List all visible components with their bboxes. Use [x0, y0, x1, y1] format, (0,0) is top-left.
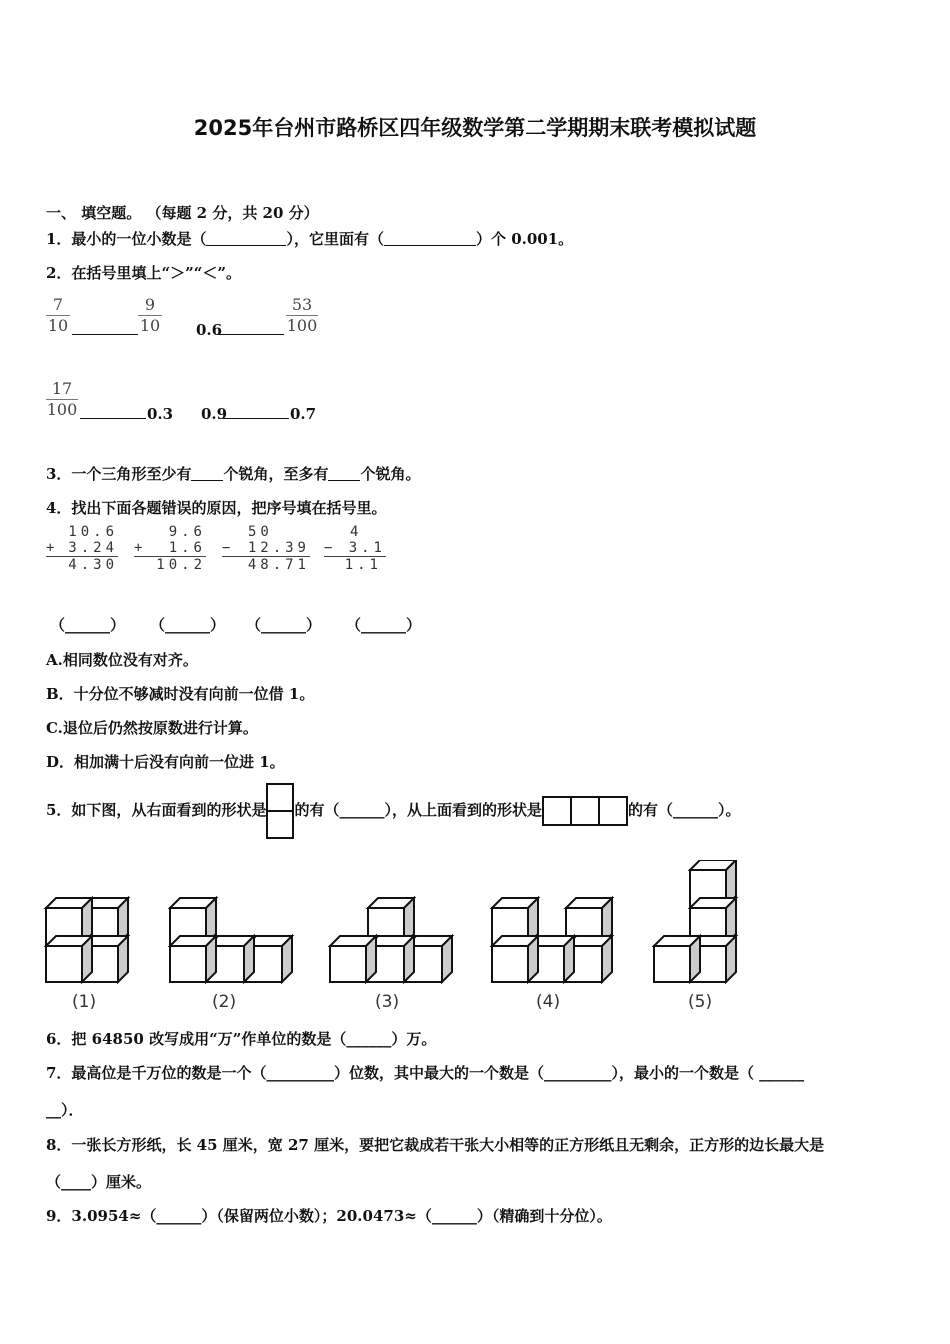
question-1	[46, 228, 573, 249]
arith-result: 1.1	[344, 557, 382, 573]
question-7-line-1: 7．最高位是千万位的数是一个（_________）位数，其中最大的一个数是（_________），最小的一个数是（ ______	[46, 1064, 805, 1082]
fraction-denominator: 10	[47, 316, 69, 335]
fraction-numerator: 17	[51, 379, 73, 398]
q2-blank-1[interactable]	[72, 320, 138, 335]
arith-second: 1.6	[168, 540, 206, 556]
fraction-17-100	[46, 379, 78, 419]
arith-top: 4	[350, 524, 363, 540]
arith-second-row	[222, 540, 310, 556]
q1-blank-1[interactable]	[206, 231, 286, 246]
q4-option-c: C.退位后仍然按原数进行计算。	[46, 719, 258, 737]
q4-answer-4[interactable]: （______）	[346, 616, 422, 634]
q2-value-0.9: 0.9	[201, 405, 228, 423]
q4-answer-2[interactable]: （______）	[150, 616, 226, 634]
question-8-line-1: 8．一张长方形纸，长 45 厘米，宽 27 厘米，要把它裁成若干张大小相等的正方形纸且无剩余，正方形的边长最大是	[46, 1136, 825, 1154]
fraction-denominator: 100	[46, 400, 78, 419]
question-7-line-2: __）．	[46, 1101, 84, 1119]
right-view-shape-icon	[266, 783, 294, 839]
arith-top: 9.6	[168, 524, 206, 540]
arith-top: 10.6	[68, 524, 118, 540]
question-2: 2．在括号里填上“＞”“＜”。	[46, 264, 241, 282]
cube-figure-1	[46, 898, 128, 982]
q2-blank-2[interactable]	[218, 320, 284, 335]
arith-result: 48.71	[247, 557, 310, 573]
cube-figure-2	[170, 898, 292, 982]
arith-second-row	[134, 540, 206, 556]
q4-option-a: A.相同数位没有对齐。	[46, 651, 198, 669]
arith-operator: +	[134, 540, 147, 556]
arith-second-row	[324, 540, 386, 556]
fraction-numerator: 53	[291, 295, 313, 314]
arith-result: 10.2	[156, 557, 206, 573]
arith-second-row	[46, 540, 118, 556]
q5-text-a: 5．如下图，从右面看到的形状是	[46, 801, 267, 819]
q5-text-b: 的有（______），从上面看到的形状是	[294, 801, 542, 819]
fraction-numerator: 7	[52, 295, 64, 314]
arith-second: 12.39	[247, 540, 310, 556]
q2-value-0.7: 0.7	[290, 405, 317, 423]
fraction-53-100	[286, 295, 318, 335]
q4-option-b: B．十分位不够减时没有向前一位借 1。	[46, 685, 315, 703]
question-9: 9．3.0954≈（______）（保留两位小数）；20.0473≈（______）（精确到十分位）。	[46, 1207, 612, 1225]
q4-option-d: D．相加满十后没有向前一位进 1。	[46, 753, 285, 771]
q1-text-c: ）个 0.001。	[475, 230, 574, 248]
q2-blank-4[interactable]	[223, 404, 289, 419]
q3-blank-1[interactable]	[191, 466, 223, 481]
q2-blank-3[interactable]	[80, 404, 146, 419]
figure-label-3: (3)	[375, 992, 400, 1012]
q1-blank-2[interactable]	[384, 231, 476, 246]
arith-second: 3.1	[348, 540, 386, 556]
q2-value-0.6: 0.6	[196, 321, 223, 339]
fraction-denominator: 10	[139, 316, 161, 335]
question-6: 6．把 64850 改写成用“万”作单位的数是（______）万。	[46, 1030, 437, 1048]
figure-label-2: (2)	[212, 992, 237, 1012]
q3-text-b: 个锐角，至多有	[223, 465, 329, 483]
q5-text-c: 的有（______）。	[627, 801, 741, 819]
question-3	[46, 463, 420, 484]
q4-answer-3[interactable]: （______）	[246, 616, 322, 634]
q3-blank-2[interactable]	[328, 466, 360, 481]
page-title: 2025年台州市路桥区四年级数学第二学期期末联考模拟试题	[193, 116, 757, 140]
question-5	[46, 782, 740, 839]
arith-problem-4	[324, 524, 386, 573]
arith-operator: −	[324, 540, 337, 556]
cube-figure-5	[654, 860, 736, 982]
figure-label-5: (5)	[688, 992, 713, 1012]
fraction-numerator: 9	[144, 295, 156, 314]
arith-problem-1	[46, 524, 118, 573]
q3-text-a: 3．一个三角形至少有	[46, 465, 192, 483]
fraction-7-10	[46, 295, 70, 335]
question-8-line-2: （____）厘米。	[46, 1173, 152, 1191]
q1-text-a: 1．最小的一位小数是（	[46, 230, 207, 248]
cube-figure-3	[330, 898, 452, 982]
question-4: 4．找出下面各题错误的原因，把序号填在括号里。	[46, 499, 387, 517]
arith-result: 4.30	[68, 557, 118, 573]
q1-text-b: ），它里面有（	[286, 230, 384, 248]
q2-value-0.3: 0.3	[147, 405, 174, 423]
arith-operator: +	[46, 540, 59, 556]
q3-text-c: 个锐角。	[360, 465, 421, 483]
arith-problem-2	[134, 524, 206, 573]
q4-answer-1[interactable]: （______）	[50, 616, 126, 634]
top-view-shape-icon	[542, 796, 628, 826]
cube-figures	[40, 860, 760, 1020]
section-header: 一、 填空题。 （每题 2 分，共 20 分）	[46, 204, 319, 222]
figure-label-4: (4)	[536, 992, 561, 1012]
arith-operator: −	[222, 540, 235, 556]
fraction-denominator: 100	[286, 316, 318, 335]
arith-problem-3	[222, 524, 310, 573]
arith-second: 3.24	[68, 540, 118, 556]
fraction-9-10	[138, 295, 162, 335]
cube-figure-4	[492, 898, 612, 982]
arith-top: 50	[248, 524, 273, 540]
figure-label-1: (1)	[72, 992, 97, 1012]
